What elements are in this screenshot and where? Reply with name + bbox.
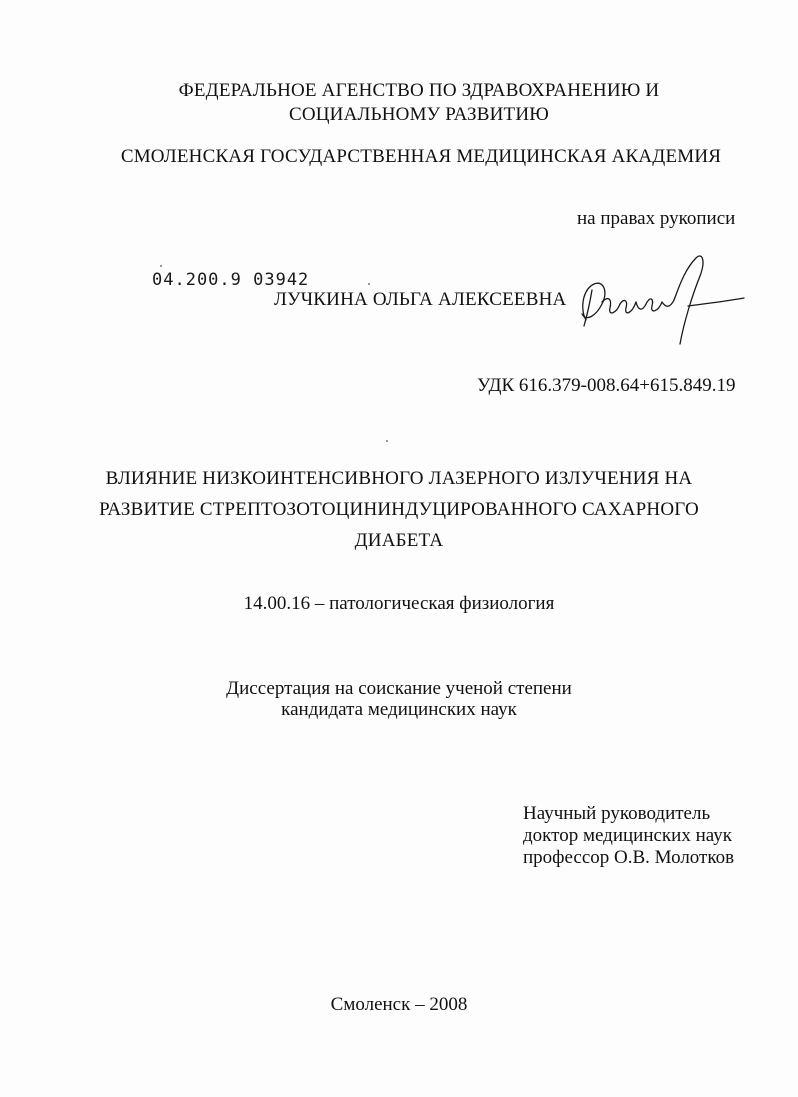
- author-name: ЛУЧКИНА ОЛЬГА АЛЕКСЕЕВНА: [274, 289, 567, 310]
- dissertation-title-line-3: ДИАБЕТА: [354, 530, 444, 551]
- scan-speck: [160, 265, 162, 267]
- author-signature: [572, 250, 752, 350]
- agency-name-line-1: ФЕДЕРАЛЬНОЕ АГЕНСТВО ПО ЗДРАВОХРАНЕНИЮ И: [178, 80, 660, 101]
- rights-note: на правах рукописи: [577, 208, 736, 229]
- dissertation-title-line-1: ВЛИЯНИЕ НИЗКОИНТЕНСИВНОГО ЛАЗЕРНОГО ИЗЛУЧЕНИЯ НА: [105, 468, 693, 489]
- archive-number-stamp: 04.200.9 03942: [152, 270, 310, 290]
- supervisor-degree: доктор медицинских наук: [523, 825, 732, 846]
- supervisor-role: Научный руководитель: [523, 803, 711, 824]
- degree-statement-line-2: кандидата медицинских наук: [281, 699, 517, 720]
- scan-speck: [368, 283, 370, 285]
- dissertation-title-line-2: РАЗВИТИЕ СТРЕПТОЗОТОЦИНИНДУЦИРОВАННОГО САХАРНОГО: [99, 499, 699, 520]
- udk-code: УДК 616.379-008.64+615.849.19: [477, 375, 736, 396]
- degree-statement-line-1: Диссертация на соискание ученой степени: [226, 678, 572, 699]
- specialty-code: 14.00.16 – патологическая физиология: [243, 593, 555, 614]
- academy-name: СМОЛЕНСКАЯ ГОСУДАРСТВЕННАЯ МЕДИЦИНСКАЯ АКАДЕМИЯ: [120, 146, 722, 167]
- place-and-year: Смоленск – 2008: [330, 994, 468, 1015]
- agency-name-line-2: СОЦИАЛЬНОМУ РАЗВИТИЮ: [288, 104, 550, 125]
- scan-speck: [386, 440, 388, 442]
- supervisor-name: профессор О.В. Молотков: [523, 847, 735, 868]
